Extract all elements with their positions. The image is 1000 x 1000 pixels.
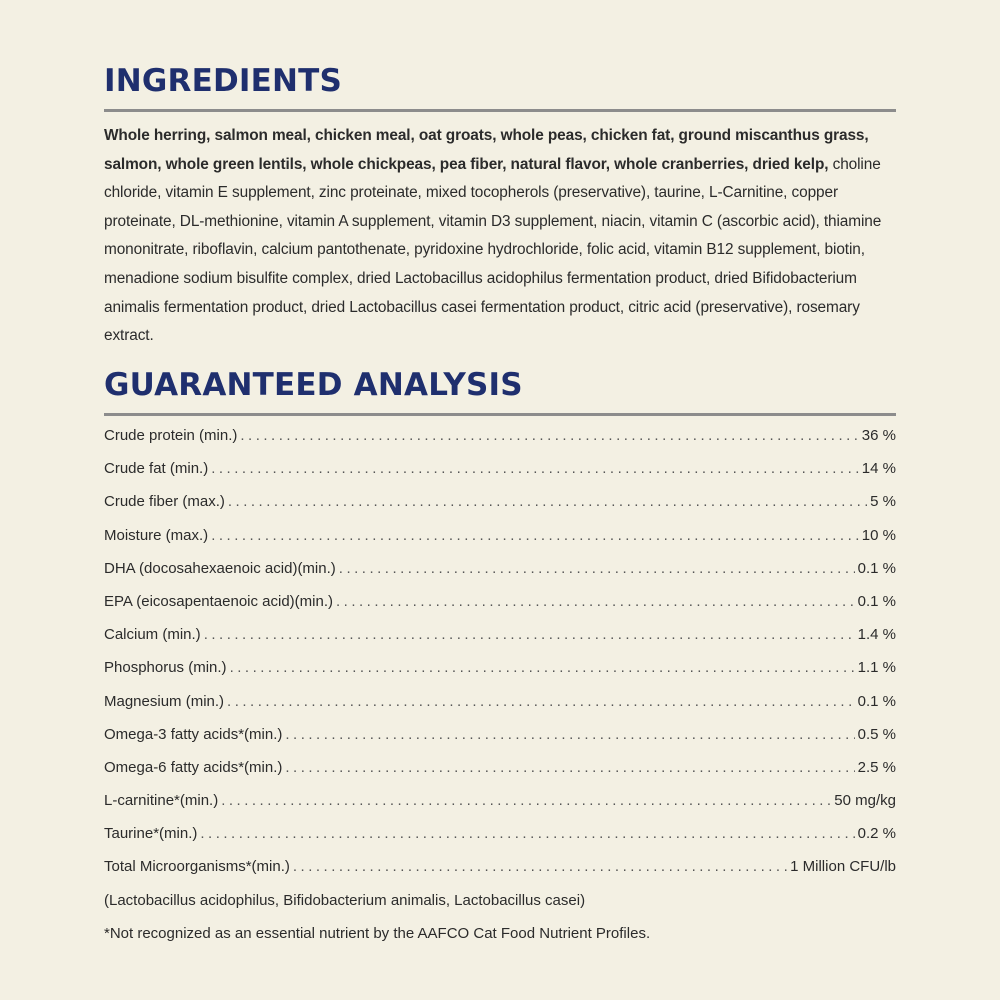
analysis-label: Moisture (max.) xyxy=(104,526,209,544)
analysis-label: L-carnitine*(min.) xyxy=(104,792,219,810)
dot-leader xyxy=(339,552,855,585)
analysis-row xyxy=(104,585,896,618)
analysis-value: 0.5 % xyxy=(857,725,896,743)
analysis-label: EPA (eicosapentaenoic acid)(min.) xyxy=(104,592,333,610)
analysis-label: Magnesium (min.) xyxy=(104,692,225,710)
ingredients-section xyxy=(104,63,896,351)
analysis-label: Total Microorganisms*(min.) xyxy=(104,858,290,876)
analysis-divider xyxy=(104,413,896,416)
analysis-row xyxy=(104,718,896,751)
analysis-value: 0.1 % xyxy=(857,592,896,610)
analysis-label: Crude protein (min.) xyxy=(104,427,238,444)
ingredients-primary: Whole herring, salmon meal, chicken meal, oat groats, whole peas, chicken fat, ground miscanthus grass, salmon, whole green lentils, whole chickpeas, pea fiber, natural flavor, whole cranberries, dried kelp, xyxy=(104,127,869,173)
dot-leader xyxy=(211,452,859,485)
analysis-value: 1 Million CFU/lb xyxy=(790,858,896,876)
dot-leader xyxy=(240,419,858,452)
analysis-label: Taurine*(min.) xyxy=(104,825,198,843)
dot-leader xyxy=(285,718,854,751)
dot-leader xyxy=(211,519,859,552)
footnote: *Not recognized as an essential nutrient by the AAFCO Cat Food Nutrient Profiles. xyxy=(104,924,651,942)
analysis-row xyxy=(104,519,896,552)
analysis-value: 1.1 % xyxy=(857,659,896,677)
analysis-label: Omega-6 fatty acids*(min.) xyxy=(104,758,283,776)
analysis-row xyxy=(104,651,896,684)
analysis-value: 36 % xyxy=(861,427,896,444)
dot-leader xyxy=(230,651,855,684)
dot-leader xyxy=(336,585,855,618)
analysis-value: 14 % xyxy=(861,460,896,478)
ingredients-list xyxy=(104,122,896,351)
guaranteed-analysis-section xyxy=(104,367,896,950)
analysis-value: 2.5 % xyxy=(857,758,896,776)
ingredients-secondary: choline chloride, vitamin E supplement, zinc proteinate, mixed tocopherols (preservative), taurine, L-Carnitine, copper proteinate, DL-methionine, vitamin A supplement, vitamin D3 supplement, niacin, vitamin C (ascorbic acid), thiamine mononitrate, riboflavin, calcium pantothenate, pyridoxine hydrochloride, folic acid, vitamin B12 supplement, biotin, menadione sodium bisulfite complex, dried Lactobacillus acidophilus fermentation product, dried Bifidobacterium animalis fermentation product, dried Lactobacillus casei fermentation product, citric acid (preservative), rosemary extract. xyxy=(104,155,882,345)
analysis-row xyxy=(104,685,896,718)
analysis-label: Crude fat (min.) xyxy=(104,460,209,478)
dot-leader xyxy=(200,817,854,850)
ingredients-heading: INGREDIENTS xyxy=(104,63,343,99)
analysis-row xyxy=(104,485,896,518)
analysis-value: 10 % xyxy=(861,526,896,544)
dot-leader xyxy=(285,751,854,784)
analysis-value: 0.1 % xyxy=(857,692,896,710)
analysis-row xyxy=(104,850,896,883)
analysis-label: Omega-3 fatty acids*(min.) xyxy=(104,725,283,743)
dot-leader xyxy=(227,685,855,718)
analysis-heading: GUARANTEED ANALYSIS xyxy=(104,367,523,403)
analysis-row xyxy=(104,817,896,850)
analysis-row xyxy=(104,552,896,585)
dot-leader xyxy=(228,485,867,518)
analysis-row xyxy=(104,452,896,485)
analysis-value: 0.1 % xyxy=(857,559,896,577)
analysis-label: DHA (docosahexaenoic acid)(min.) xyxy=(104,559,336,577)
analysis-row xyxy=(104,784,896,817)
dot-leader xyxy=(293,850,787,883)
analysis-label: Calcium (min.) xyxy=(104,626,201,644)
analysis-value: 0.2 % xyxy=(857,825,896,843)
analysis-value: 5 % xyxy=(870,493,896,511)
analysis-row xyxy=(104,751,896,784)
analysis-value: 50 mg/kg xyxy=(834,792,896,810)
ingredients-divider xyxy=(104,109,896,112)
analysis-table xyxy=(104,419,896,884)
dot-leader xyxy=(204,618,855,651)
analysis-label: Phosphorus (min.) xyxy=(104,659,227,677)
analysis-row xyxy=(104,419,896,452)
analysis-label: Crude fiber (max.) xyxy=(104,493,225,511)
dot-leader xyxy=(221,784,831,817)
microorganisms-note: (Lactobacillus acidophilus, Bifidobacterium animalis, Lactobacillus casei) xyxy=(104,891,586,909)
analysis-row xyxy=(104,618,896,651)
analysis-value: 1.4 % xyxy=(857,626,896,644)
